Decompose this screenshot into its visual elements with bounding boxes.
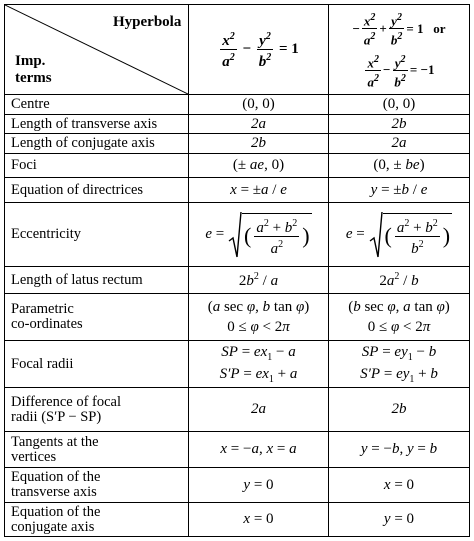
cell-directrices-col2: y = ±b / e	[328, 178, 469, 202]
term-transverse-axis: Equation of the transverse axis	[11, 469, 101, 500]
table-row	[5, 94, 469, 114]
cell-eccentricity-col1: e = ( $\frac{a^2 + b^2}{a^2}$ )	[188, 203, 328, 266]
cell-centre-col1: (0, 0)	[188, 95, 328, 114]
table-row	[5, 293, 469, 340]
table-row	[5, 177, 469, 202]
table-row	[5, 114, 469, 133]
term-parametric: Parametric co-ordinates	[11, 301, 83, 332]
cell-parametric-col2: (b sec φ, a tan φ) 0 ≤ φ < 2π	[328, 294, 469, 340]
cell-conjugate-axis-col2: y = 0	[328, 503, 469, 536]
cell-transverse-axis-col1: y = 0	[188, 468, 328, 502]
term-centre: Centre	[11, 96, 50, 112]
table-row	[5, 133, 469, 153]
cell-transverse-length-col2: 2b	[328, 115, 469, 133]
term-conjugate-axis: Equation of the conjugate axis	[11, 503, 101, 535]
cell-focal-difference-col1: 2a	[188, 388, 328, 431]
cell-conjugate-length-col1: 2b	[188, 134, 328, 153]
cell-conjugate-length-col2: 2a	[328, 134, 469, 153]
header-col1-equation: $\frac{x^2}{a^2}$ − $\frac{y^2}{b^2}$ = 1	[188, 5, 328, 94]
cell-parametric-col1: (a sec φ, b tan φ) 0 ≤ φ < 2π	[188, 294, 328, 340]
cell-eccentricity-col2: e = ( $\frac{a^2 + b^2}{b^2}$ )	[328, 203, 469, 266]
term-focal-difference: Difference of focal radii (S′P − SP)	[11, 393, 122, 425]
cell-latus-rectum-col2: $2a^2$ / b	[328, 267, 469, 293]
sqrt-symbol: ( $\frac{a^2 + b^2}{a^2}$ )	[228, 211, 312, 259]
cell-conjugate-axis-col1: x = 0	[188, 503, 328, 536]
table-header	[5, 5, 469, 94]
header-imp-label: Imp. terms	[15, 53, 52, 86]
cell-tangents-col1: x = −a, x = a	[188, 432, 328, 467]
table-row	[5, 153, 469, 177]
cell-latus-rectum-col1: $2b^2$ / a	[188, 267, 328, 293]
term-tangents: Tangents at the vertices	[11, 433, 99, 465]
term-focal-radii: Focal radii	[11, 355, 74, 372]
table-row	[5, 431, 469, 467]
cell-centre-col2: (0, 0)	[328, 95, 469, 114]
table-row	[5, 340, 469, 387]
table-row	[5, 202, 469, 266]
cell-transverse-axis-col2: x = 0	[328, 468, 469, 502]
term-latus-rectum: Length of latus rectum	[11, 271, 143, 288]
term-directrices: Equation of directrices	[11, 181, 144, 198]
cell-foci-col2: (0, ± be)	[328, 154, 469, 177]
term-eccentricity: Eccentricity	[11, 226, 82, 242]
table-row	[5, 467, 469, 502]
cell-directrices-col1: x = ±a / e	[188, 178, 328, 202]
header-hyperbola-label: Hyperbola	[113, 14, 182, 30]
header-col2-equations: − $\frac{x^2}{a^2}$ + $\frac{y^2}{b^2}$ = 1 or $\frac{x^2}{a^2}$ − $\frac{y^2}{b^2}$ = −1	[328, 5, 469, 94]
cell-tangents-col2: y = −b, y = b	[328, 432, 469, 467]
term-transverse-length: Length of transverse axis	[11, 115, 158, 132]
term-foci: Foci	[11, 157, 37, 173]
table-row	[5, 502, 469, 536]
cell-focal-difference-col2: 2b	[328, 388, 469, 431]
table-row	[5, 387, 469, 431]
term-conjugate-length: Length of conjugate axis	[11, 135, 155, 151]
table-row	[5, 266, 469, 293]
hyperbola-table	[4, 4, 470, 537]
cell-transverse-length-col1: 2a	[188, 115, 328, 133]
sqrt-symbol: ( $\frac{a^2 + b^2}{b^2}$ )	[369, 211, 453, 259]
cell-focal-radii-col2: SP = $ey_1 - b$ $S'P = ey_1 + b$	[328, 341, 469, 387]
cell-foci-col1: (± ae, 0)	[188, 154, 328, 177]
cell-focal-radii-col1: SP = $ex_1 - a$ $S'P = ex_1 + a$	[188, 341, 328, 387]
